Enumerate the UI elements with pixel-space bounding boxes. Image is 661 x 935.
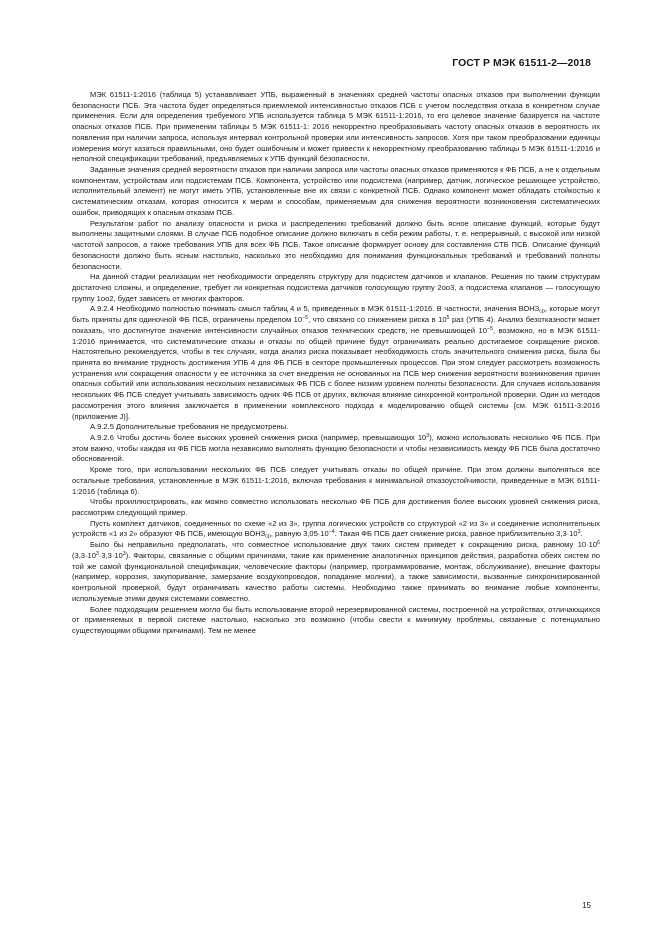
paragraph: Более подходящим решением могло бы быть использование второй нерезервированной системы, построенной на устройствах, отличающихся от применяемых в первой системе настолько, насколько это возможно (чтобы свести к минимуму проблемы, связанные с потенциально существующими общими причинами). Тем не менее xyxy=(72,604,600,635)
page-number: 15 xyxy=(582,901,591,910)
superscript: 3 xyxy=(122,550,126,557)
paragraph: Заданные значения средней вероятности отказов при наличии запроса или частоты опасных отказов применяются к ФБ ПСБ, а не к отдельным компонентам, устройствам или подсистемам ПСБ. Компонента, устройство или подсистема (например, датчик, логическое решающее устройство, исполнительный элемент) не могут иметь УПБ, установленные вне их связи с конкретной ПСБ. Однако компонент может обладать стойкостью к систематическим отказам, которая относится к мерам и способам, применяемым для снижения вероятности возникновения систематических ошибок, приводящих к опасным отказам ПСБ. xyxy=(72,165,600,217)
superscript: −4 xyxy=(328,529,335,536)
superscript: −5 xyxy=(486,325,493,332)
superscript: 3 xyxy=(577,529,581,536)
paragraph: Результатом работ по анализу опасности и риска и распределению требований должно быть ясное описание функций, которые будут выполнены защитными слоями. В случае ПСБ подобное описание должно включать в себя режим работы, т. е. непрерывный, с высокой или низкой частотой запросов, а также требования УПБ для всех ФБ ПСБ. Такое описание формирует основу для составления СТБ ПСБ. Описание функций безопасности должно быть ясным настолько, насколько это необходимо для понимания функциональных требований и требований полноты безопасности. xyxy=(72,218,600,271)
paragraph: Кроме того, при использовании нескольких ФБ ПСБ следует учитывать отказы по общей причине. При этом должны выполняться все остальные требования, установленные в МЭК 61511-1:2016, включая требования к минимальной отказоустойчивости, приведенные в МЭК 61511-1:2016 (таблица 6). xyxy=(72,465,600,496)
standard-header: ГОСТ Р МЭК 61511-2—2018 xyxy=(452,58,591,69)
paragraph: Было бы неправильно предполагать, что совместное использование двух таких систем приведет к сокращению риска, равному $10\cdot 10^6$ $(3,3\cdot 10^3\cdot 3,3\cdot 10^3)$. Факторы, связанные с общими причинами, такие как применение аналогичных принципов действия, разработка обеих систем по той же самой функциональной спецификации, человеческие факторы (например, программирование, монтаж, обслуживание), внешние факторы (например, коррозия, закупоривание, замерзание воздухопроводов, попадание молнии), а также зависимости, вызванные синхронизированной контрольной проверкой, будут ограничивать качество работы системы. Необходимо также принимать во внимание любые компоненты, используемые этими двумя системами совместно. xyxy=(72,540,600,603)
paragraph: Пусть комплект датчиков, соединенных по схеме «2 из 3», группа логических устройств со структурой «2 из 3» и соединение исполнительных устройств «1 из 2» образуют ФБ ПСБ, имеющую $ВОНЗ_{ср}$, равную $3,05\cdot 10^{-4}$. Такая ФБ ПСБ дает снижение риска, равное приблизительно $3,3\cdot 10^3$. xyxy=(72,518,600,540)
subscript: ср xyxy=(539,308,545,315)
subscript: ср xyxy=(265,533,271,540)
superscript: 3 xyxy=(95,550,99,557)
paragraph: Чтобы проиллюстрировать, как можно совместно использовать несколько ФБ ПСБ для достижения более высоких уровней снижения риска, рассмотрим следующий пример. xyxy=(72,497,600,518)
paragraph: А.9.2.4 Необходимо полностью понимать смысл таблиц 4 и 5, приведенных в МЭК 61511-1:2016. В частности, значения $ВОНЗ_{ср}$, которые могут быть приняты для одиночной ФБ ПСБ, ограничены пределом $10^{-5}$, что связано со снижением риска в $10^5$ раз (УПБ 4). Анализ безотказности может показать, что достигнутое значение интенсивности случайных отказов технических средств, не превышающей $10^{-5}$, возможно, но в МЭК 61511-1:2016 принимается, что систематические отказы и отказы по общей причине будут ограничивать реально достигаемое сокращение рисков. Настоятельно рекомендуется, чтобы в тех случаях, когда анализ риска показывает необходимость столь значительного снижения риска, была бы принята во внимание трудность достижения УПБ 4 для ФБ ПСБ в секторе промышленных процессов. При этом следует рассмотреть возможность устранения или сокращения опасности у ее источника за счет внедрения не основанных на ПСБ мер снижения вероятности возникновения причин опасных событий или использования нескольких независимых ФБ ПСБ с более низким уровнем полноты безопасности. Для случаев использования нескольких ФБ ПСБ следует учитывать зависимость одних ФБ ПСБ от других, включая влияние синхронной контрольной проверки. Один из методов рассмотрения этого влияния заключается в применении комплексного подхода к моделированию общей системы [см. МЭК 61511-3:2016 (приложение J)]. xyxy=(72,304,600,421)
body-text xyxy=(72,90,600,637)
superscript: 3 xyxy=(426,433,430,439)
paragraph: МЭК 61511-1:2016 (таблица 5) устанавливает УПБ, выраженный в значениях средней частоты опасных отказов при выполнении функции безопасности ПСБ. Эта частота будет определяться приемлемой интенсивностью отказов ПСБ с учетом последствия отказа в конкретном случае применения. Если для определения требуемого УПБ используется таблица 5 МЭК 61511-1:2016, то его целевое значение базируется на частоте опасных отказов ПСБ. При применении таблицы 5 МЭК 61511-1: 2016 некорректно преобразовывать частоту опасных отказов в вероятность их появления при наличии запроса, используя интервал контрольной проверки или интенсивность запросов. Хотя при таком преобразовании единицы измерения могут казаться правильными, оно будет ошибочным и может привести к некорректному преобразованию таблицы 5 МЭК 61511-1:2016 и неполной спецификации требований, предъявляемых к УПБ функций безопасности. xyxy=(72,90,600,164)
superscript: 5 xyxy=(446,315,450,322)
superscript: 6 xyxy=(597,540,600,547)
superscript: −5 xyxy=(302,315,309,322)
paragraph: На данной стадии реализации нет необходимости определять структуру для подсистем датчиков и клапанов. Решения по таким структурам достаточно сложны, и определение, требует ли конкретная подсистема датчиков голосующую группу 2оо3, а подсистема клапанов — голосующую группу 1оо2, будет зависеть от многих факторов. xyxy=(72,272,600,303)
paragraph: А.9.2.5 Дополнительные требования не предусмотрены. xyxy=(90,422,289,432)
paragraph: А.9.2.6 Чтобы достичь более высоких уровней снижения риска (например, превышающих $10^3$), можно использовать несколько ФБ ПСБ. При этом важно, чтобы каждая из ФБ ПСБ могла независимо выполнять функцию безопасности и чтобы независимость между ФБ ПСБ была достаточно обоснованной. xyxy=(72,433,600,464)
